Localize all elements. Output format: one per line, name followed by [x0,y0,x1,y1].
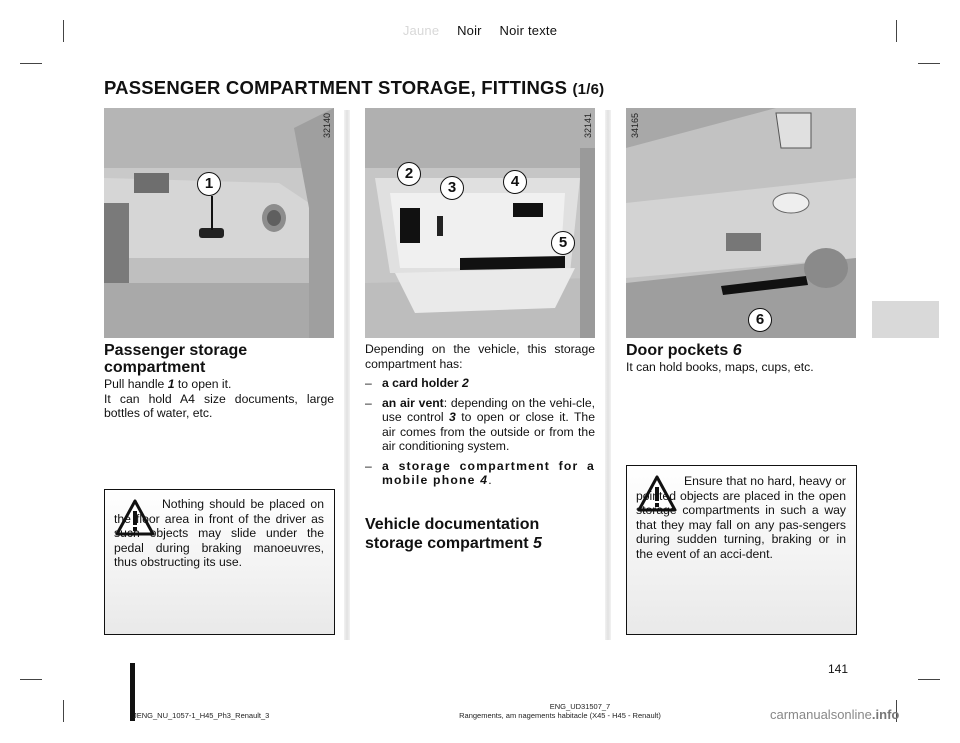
ref-number: 6 [732,342,742,359]
text: an air vent [382,395,444,410]
warning-box-loose-objects [626,465,857,635]
figure-glovebox-open [365,108,595,338]
col1-body [104,377,334,421]
callout-3: 3 [440,176,464,200]
column-separator [605,110,611,640]
figure-door-pocket [626,108,856,338]
list-item: – a storage compartment for a mobile phone 4. [365,458,595,487]
feature-list [365,376,595,488]
color-label-jaune: Jaune [402,23,440,38]
callout-4: 4 [503,170,527,194]
footer-code: ENG_UD31507_7 [549,702,611,711]
list-item: – an air vent: depending on the vehi-cle, use control 3 to open or close it. The air comes from the outside or from the air conditioning system. [365,395,595,453]
callout-1: 1 [197,172,221,196]
callout-5: 5 [551,231,575,255]
crop-mark [63,700,64,722]
color-label-noir: Noir [457,23,482,38]
watermark [770,707,899,722]
col3-body: It can hold books, maps, cups, etc. [626,360,814,374]
figure-code: 32140 [322,112,332,138]
text: : depending on the vehi-cle, use control [382,395,595,424]
figure-glovebox-dashboard [104,108,334,338]
warning-box-floor [104,489,335,635]
page-number: 141 [828,662,849,676]
crop-mark [918,679,940,680]
text: a storage compartment for a mobile phone [382,458,595,487]
crop-mark [20,63,42,64]
ref-number: 2 [461,376,469,390]
title-main: PASSENGER COMPARTMENT STORAGE, FITTINGS [104,77,568,98]
col1-paragraph-1 [104,377,334,392]
section-heading-passenger-storage: Passenger storage compartment [104,342,248,376]
text: a card holder [382,376,459,390]
text: carmanualsonline [770,707,872,722]
text: to open or close it. The air comes from the outside or from the air conditioning system. [382,410,595,453]
section-heading-vehicle-documentation [365,515,575,553]
crop-mark [918,63,940,64]
warning-text: Ensure that no hard, heavy or pointed objects are placed in the open storage compartments in such a way that they may fall on any pas-sengers during sudden turning, braking or in the event of an acci-dent. [636,474,846,561]
column-separator [344,110,350,640]
callout-6: 6 [748,308,772,332]
text: .info [871,707,900,722]
ref-number: 1 [167,377,175,391]
section-tab [872,301,939,338]
text: Pull handle [104,377,168,391]
text: to open it. [174,377,232,391]
footer-section: Rangements, am nagements habitacle (X45 - H45 - Renault) [459,711,661,720]
warning-text: Nothing should be placed on the floor area in front of the driver as such objects may slide under the pedal during braking manoeuvres, thus obstructing its use. [114,497,324,569]
text: Door pockets [626,342,729,359]
figure-code: 34165 [630,112,640,138]
color-label-noir-texte: Noir texte [499,23,558,38]
col2-body [365,342,595,488]
print-color-header [0,23,960,38]
ref-number: 4 [480,473,489,487]
text: . [488,473,493,487]
section-heading-door-pockets [626,342,742,359]
list-item: – a card holder 2 [365,376,469,390]
text: Vehicle documentation storage compartment [365,516,540,552]
glovebox-illustration [365,108,595,338]
footer-left: JENG_NU_1057-1_H45_Ph3_Renault_3 [133,711,270,720]
title-suffix: (1/6) [572,81,605,98]
footer-right [459,702,680,720]
ref-number: 3 [449,410,456,424]
callout-2: 2 [397,162,421,186]
dashboard-illustration [104,108,334,338]
page-title [104,77,604,99]
col1-paragraph-2: It can hold A4 size documents, large bottles of water, etc. [104,391,334,420]
ref-number: 5 [533,535,542,552]
figure-code: 32141 [583,112,593,138]
col2-intro: Depending on the vehicle, this storage compartment has: [365,342,595,371]
door-illustration [626,108,856,338]
crop-mark [20,679,42,680]
